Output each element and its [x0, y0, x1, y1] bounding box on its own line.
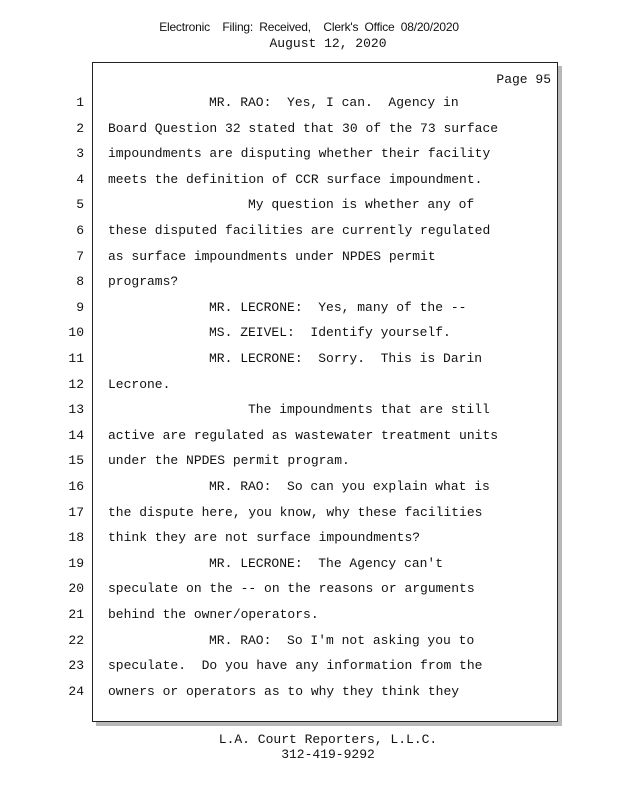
line-number: 12 — [68, 376, 84, 392]
transcript-line — [0, 576, 618, 602]
line-text: MR. LECRONE: The Agency can't — [209, 555, 444, 571]
transcript-line — [0, 525, 618, 551]
transcript-line — [0, 141, 618, 167]
line-text: My question is whether any of — [248, 197, 475, 213]
line-text: MR. RAO: So I'm not asking you to — [209, 632, 475, 648]
line-number: 3 — [76, 146, 84, 162]
line-number: 9 — [76, 299, 84, 315]
transcript-line — [0, 269, 618, 295]
line-text: impoundments are disputing whether their facility — [108, 146, 491, 162]
page-number: Page 95 — [496, 72, 551, 87]
line-text: the dispute here, you know, why these facilities — [108, 504, 483, 520]
line-text: under the NPDES permit program. — [108, 453, 350, 469]
line-text: MR. LECRONE: Yes, many of the -- — [209, 299, 467, 315]
transcript-line — [0, 320, 618, 346]
line-number: 5 — [76, 197, 84, 213]
line-text: these disputed facilities are currently regulated — [108, 223, 491, 238]
line-number: 4 — [76, 171, 84, 187]
line-number: 16 — [68, 479, 84, 494]
line-number: 23 — [68, 658, 84, 674]
transcript-line — [0, 551, 618, 577]
line-number: 20 — [68, 581, 84, 597]
transcript-line — [0, 397, 618, 423]
line-text: MR. LECRONE: Sorry. This is Darin — [209, 351, 483, 366]
line-number: 18 — [68, 530, 84, 546]
line-text: owners or operators as to why they think they — [108, 683, 460, 699]
line-number: 14 — [68, 427, 84, 443]
line-number: 2 — [76, 120, 84, 136]
reporter-phone: 312-419-9292 — [281, 747, 375, 762]
transcript-line — [0, 423, 618, 449]
line-number: 21 — [68, 607, 84, 622]
line-number: 10 — [68, 325, 84, 341]
transcript-line — [0, 346, 618, 372]
transcript-line — [0, 653, 618, 679]
line-text: MS. ZEIVEL: Identify yourself. — [209, 325, 451, 341]
transcript-line — [0, 218, 618, 244]
line-text: speculate on the -- on the reasons or arguments — [108, 581, 475, 597]
transcript-line — [0, 602, 618, 628]
line-text: The impoundments that are still — [248, 402, 490, 418]
transcript-line — [0, 295, 618, 321]
line-text: meets the definition of CCR surface impoundment. — [108, 171, 483, 187]
line-text: behind the owner/operators. — [108, 607, 319, 622]
transcript-line — [0, 372, 618, 398]
line-number: 19 — [68, 555, 84, 571]
line-text: programs? — [108, 274, 179, 290]
transcript-line — [0, 679, 618, 705]
line-text: MR. RAO: Yes, I can. Agency in — [209, 95, 459, 110]
line-text: active are regulated as wastewater treatment units — [108, 427, 499, 443]
transcript-line — [0, 628, 618, 654]
transcript-date: August 12, 2020 — [269, 36, 387, 51]
line-text: speculate. Do you have any information from the — [108, 658, 483, 674]
line-text: Lecrone. — [108, 376, 171, 392]
line-text: Board Question 32 stated that 30 of the 73 surface — [108, 120, 499, 136]
line-number: 1 — [76, 95, 84, 110]
transcript-line — [0, 474, 618, 500]
transcript-line — [0, 244, 618, 270]
transcript-line — [0, 167, 618, 193]
line-number: 15 — [68, 453, 84, 469]
transcript-line — [0, 448, 618, 474]
line-number: 11 — [68, 351, 84, 366]
line-number: 8 — [76, 274, 84, 290]
transcript-line — [0, 192, 618, 218]
line-number: 17 — [68, 504, 84, 520]
line-text: MR. RAO: So can you explain what is — [209, 479, 490, 494]
filing-stamp: Electronic Filing: Received, Clerk's Office 08/20/2020 — [159, 20, 459, 34]
line-number: 6 — [76, 223, 84, 238]
transcript-line — [0, 90, 618, 116]
transcript-line — [0, 116, 618, 142]
line-text: as surface impoundments under NPDES permit — [108, 248, 436, 264]
line-number: 24 — [68, 683, 84, 699]
line-number: 7 — [76, 248, 84, 264]
line-number: 13 — [68, 402, 84, 418]
line-text: think they are not surface impoundments? — [108, 530, 421, 546]
line-number: 22 — [68, 632, 84, 648]
reporter-company: L.A. Court Reporters, L.L.C. — [218, 732, 438, 747]
transcript-line — [0, 500, 618, 526]
